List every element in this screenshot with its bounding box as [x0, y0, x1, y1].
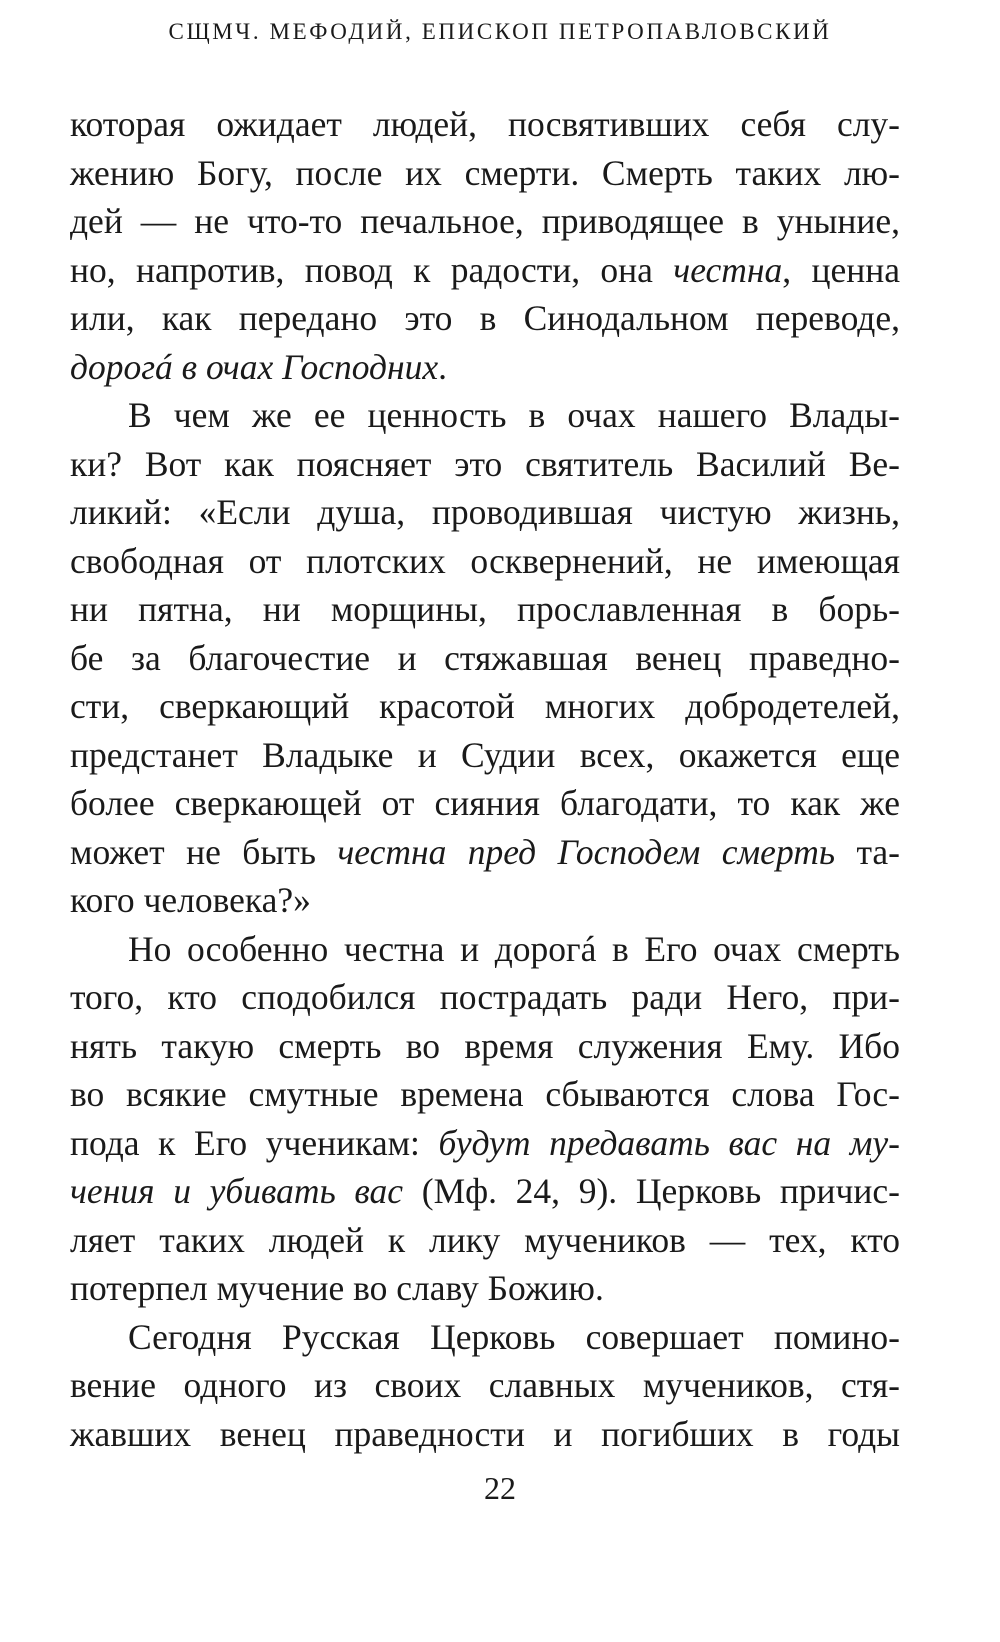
text-line: дей — не что-то печальное, приводящее в уныние, — [70, 201, 900, 241]
text-line: предстанет Владыке и Судии всех, окажется еще — [70, 734, 900, 775]
italic-quote: дорогá в очах Господних — [70, 346, 439, 387]
text-line: кого человека?» — [70, 880, 311, 920]
text-line: дорогá в очах Господних. — [70, 346, 447, 387]
text-line: ки? Вот как поясняет это святитель Василий Ве- — [70, 443, 900, 484]
text-line: пода к Его ученикам: будут предавать вас на му- — [70, 1122, 900, 1163]
text-line: но, напротив, повод к радости, она честна, ценна — [70, 249, 900, 290]
italic-quote: чения и убивать вас — [70, 1171, 404, 1211]
text-line: которая ожидает людей, посвятивших себя слу- — [70, 104, 900, 144]
italic-quote: честна пред Господем смерть — [337, 831, 836, 872]
text-line: жению Богу, после их смерти. Смерть таких лю- — [70, 152, 900, 193]
italic-quote: будут предавать вас на му- — [438, 1122, 900, 1163]
text-line: более сверкающей от сияния благодати, то как же — [70, 783, 900, 823]
running-head: СЩМЧ. МЕФОДИЙ, ЕПИСКОП ПЕТРОПАВЛОВСКИЙ — [168, 19, 832, 44]
paragraph-start: Сегодня Русская Церковь совершает помино- — [128, 1316, 900, 1357]
page-number: 22 — [484, 1470, 516, 1506]
text-line: свободная от плотских осквернений, не имеющая — [70, 540, 900, 581]
text-line: во всякие смутные времена сбываются слова Гос- — [70, 1074, 900, 1114]
text-line: может не быть честна пред Господем смерть та- — [70, 831, 900, 872]
text-line: потерпел мучение во славу Божию. — [70, 1268, 604, 1308]
text-line: того, кто сподобился пострадать ради Него, при- — [70, 977, 900, 1017]
body-text — [70, 100, 900, 1458]
text-line: сти, сверкающий красотой многих добродетелей, — [70, 686, 900, 726]
text-line: ни пятна, ни морщины, прославленная в борь- — [70, 589, 900, 629]
text-line: чения и убивать вас (Мф. 24, 9). Церковь причис- — [70, 1171, 900, 1211]
text-line: ликий: «Если душа, проводившая чистую жизнь, — [70, 492, 900, 532]
text-line: вение одного из своих славных мучеников, стя- — [70, 1365, 900, 1405]
text-line: бе за благочестие и стяжавшая венец праведно- — [70, 637, 900, 678]
text-line: нять такую смерть во время служения Ему. Ибо — [70, 1025, 900, 1066]
paragraph-start: Но особенно честна и дорогá в Его очах смерть — [128, 928, 900, 969]
text-line: или, как передано это в Синодальном переводе, — [70, 298, 900, 338]
text-line: жавших венец праведности и погибших в годы — [70, 1413, 900, 1454]
text-line: ляет таких людей к лику мучеников — тех, кто — [70, 1219, 900, 1260]
paragraph-start: В чем же ее ценность в очах нашего Влады- — [128, 395, 900, 435]
italic-quote: честна — [673, 249, 783, 290]
